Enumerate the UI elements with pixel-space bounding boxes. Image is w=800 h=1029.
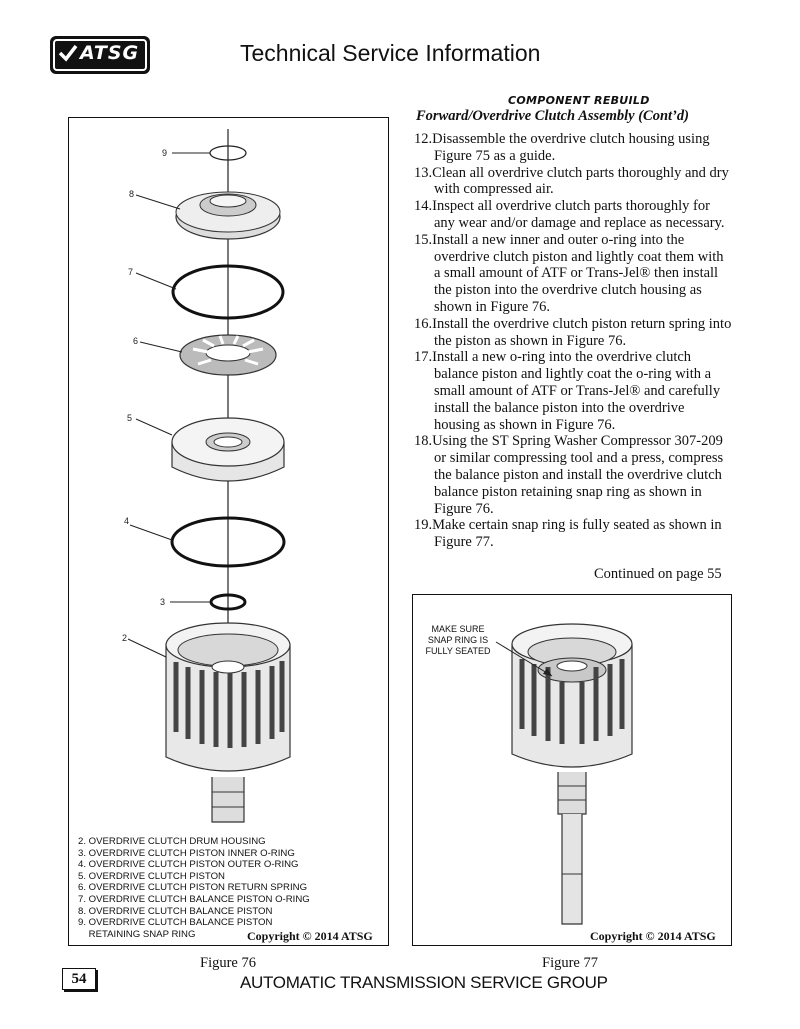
callout-3: 3 (160, 597, 166, 607)
figure-77-copyright: Copyright © 2014 ATSG (590, 929, 716, 943)
note-line: SNAP RING IS (427, 635, 489, 645)
figure-76-caption: Figure 76 (200, 955, 256, 971)
footer-text: AUTOMATIC TRANSMISSION SERVICE GROUP (240, 973, 608, 992)
callout-4: 4 (124, 516, 130, 526)
parts-list-item: 6. OVERDRIVE CLUTCH PISTON RETURN SPRING (78, 882, 308, 894)
procedure-steps (414, 131, 732, 551)
section-subheading: Forward/Overdrive Clutch Assembly (Cont’d) (416, 108, 689, 124)
step-15: 15.Install a new inner and outer o-ring into the overdrive clutch piston and lightly coat them with a small amount of ATF or Trans-Jel® then install the piston into the overdrive clutch housing as shown in Figure 76. (414, 231, 724, 315)
callout-7: 7 (128, 267, 134, 277)
callout-9: 9 (162, 148, 168, 158)
step-13: 13.Clean all overdrive clutch parts thoroughly and dry with compressed air. (414, 164, 729, 198)
figure-76-parts-list (78, 836, 310, 940)
section-heading: COMPONENT REBUILD (508, 94, 650, 107)
parts-list-item: RETAINING SNAP RING (78, 928, 196, 940)
step-19: 19.Make certain snap ring is fully seated as shown in Figure 77. (414, 517, 722, 551)
figure-77-note (418, 624, 498, 657)
checkmark-icon (58, 44, 78, 62)
step-16: 16.Install the overdrive clutch piston return spring into the piston as shown in Figure 76. (414, 315, 732, 349)
callout-2: 2 (122, 633, 128, 643)
parts-list-item: 9. OVERDRIVE CLUTCH BALANCE PISTON (78, 917, 273, 929)
parts-list-item: 8. OVERDRIVE CLUTCH BALANCE PISTON (78, 905, 273, 917)
figure-76-exploded-diagram (68, 117, 389, 837)
callout-8: 8 (129, 189, 135, 199)
note-line: MAKE SURE (431, 624, 485, 634)
parts-list-item: 4. OVERDRIVE CLUTCH PISTON OUTER O-RING (78, 859, 299, 871)
continued-note: Continued on page 55 (594, 566, 722, 582)
page-number: 54 (62, 968, 96, 990)
step-18: 18.Using the ST Spring Washer Compressor 307-209 or similar compressing tool and a press, compress the balance piston and install the overdrive clutch balance piston retaining snap ring as shown in Figure 76. (414, 433, 724, 517)
parts-list-item: 2. OVERDRIVE CLUTCH DRUM HOUSING (78, 836, 266, 847)
parts-list-item: 7. OVERDRIVE CLUTCH BALANCE PISTON O-RING (78, 893, 310, 905)
callout-6: 6 (133, 336, 139, 346)
step-14: 14.Inspect all overdrive clutch parts thoroughly for any wear and/or damage and replace as necessary. (414, 198, 725, 231)
note-line: FULLY SEATED (425, 646, 491, 656)
figure-77-caption: Figure 77 (542, 955, 598, 971)
callout-5: 5 (127, 413, 133, 423)
logo-text: ATSG (80, 42, 140, 64)
parts-list-item: 5. OVERDRIVE CLUTCH PISTON (78, 870, 225, 882)
atsg-logo (50, 36, 150, 74)
step-12: 12.Disassemble the overdrive clutch housing using Figure 75 as a guide. (414, 131, 710, 164)
parts-list-item: 3. OVERDRIVE CLUTCH PISTON INNER O-RING (78, 847, 295, 859)
page-title: Technical Service Information (240, 40, 541, 66)
figure-76-copyright: Copyright © 2014 ATSG (247, 929, 373, 943)
step-17: 17.Install a new o-ring into the overdrive clutch balance piston and lightly coat the o-ring with a small amount of ATF or Trans-Jel® and carefully install the balance piston into the overdrive housing as shown in Figure 76. (414, 349, 721, 433)
